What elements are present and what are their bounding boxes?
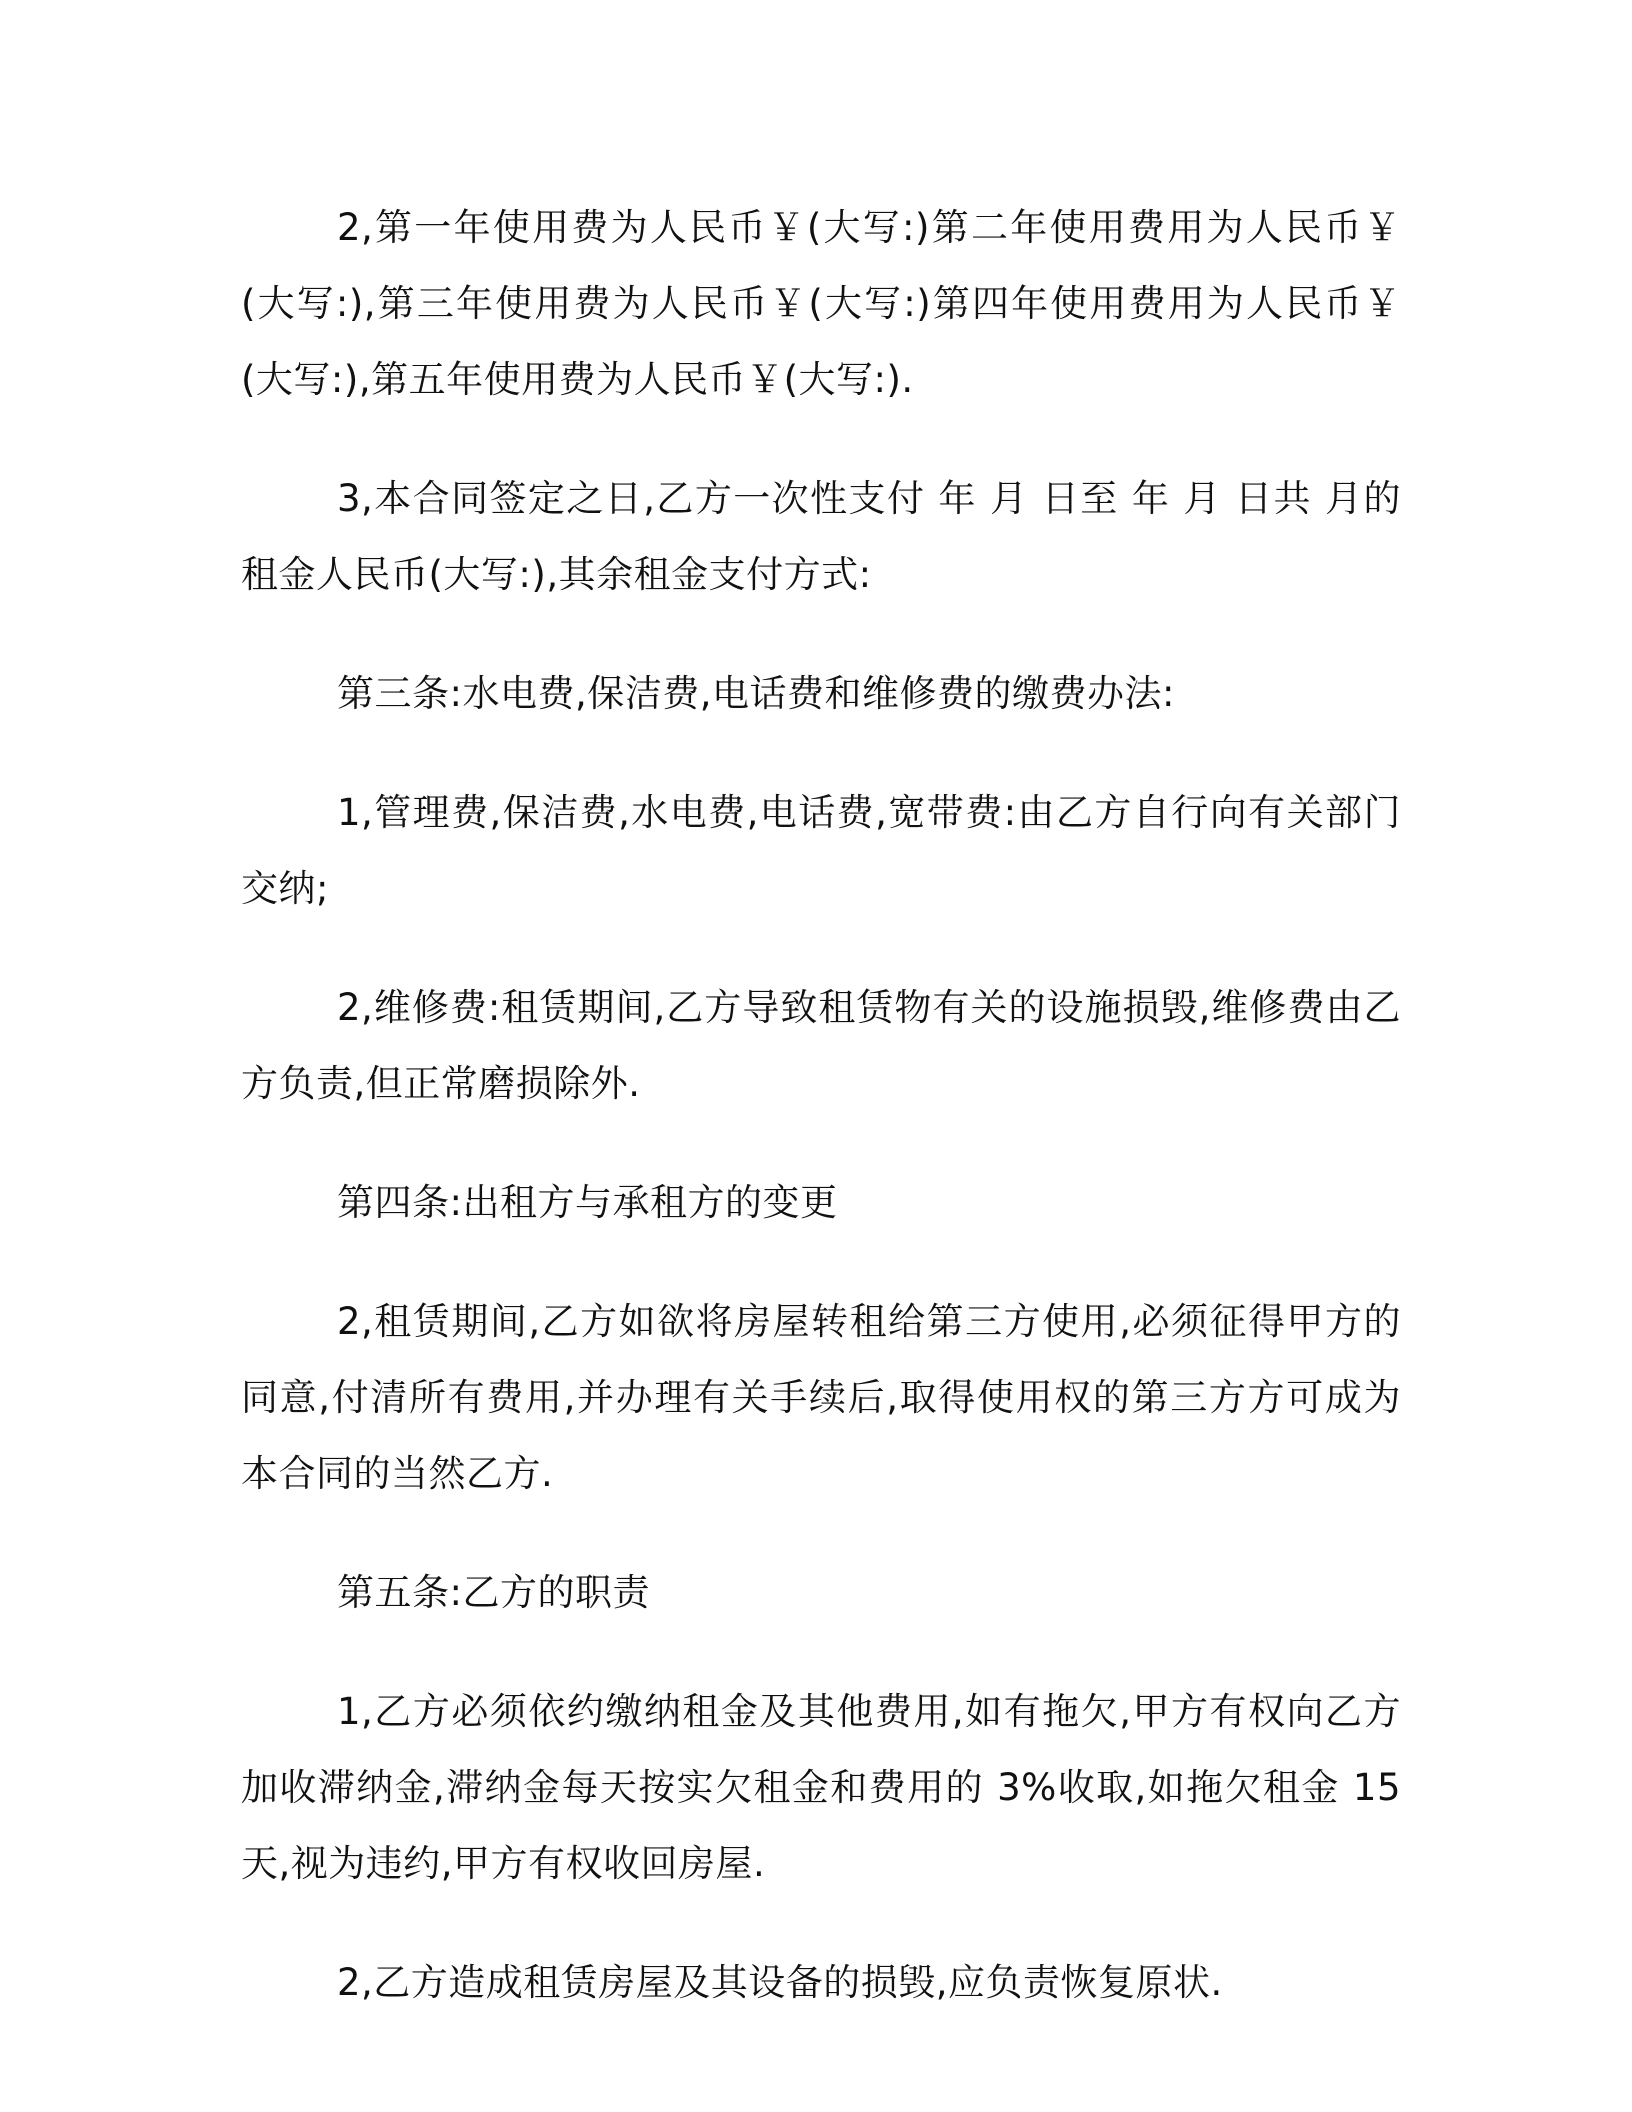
- clause-paragraph: 2,租赁期间,乙方如欲将房屋转租给第三方使用,必须征得甲方的同意,付清所有费用,并办理有关手续后,取得使用权的第三方方可成为本合同的当然乙方.: [241, 1300, 1401, 1495]
- contract-body: [241, 190, 1401, 2064]
- article-heading: 第三条:水电费,保洁费,电话费和维修费的缴费办法:: [337, 672, 1175, 715]
- article-heading: 第四条:出租方与承租方的变更: [337, 1181, 838, 1224]
- clause-paragraph: 2,第一年使用费为人民币￥(大写:)第二年使用费用为人民币￥(大写:),第三年使用费为人民币￥(大写:)第四年使用费用为人民币￥(大写:),第五年使用费为人民币￥(大写:).: [241, 206, 1401, 401]
- clause-paragraph: 2,维修费:租赁期间,乙方导致租赁物有关的设施损毁,维修费由乙方负责,但正常磨损除外.: [241, 986, 1401, 1105]
- clause-paragraph: 3,本合同签定之日,乙方一次性支付 年 月 日至 年 月 日共 月的租金人民币(大写:),其余租金支付方式:: [241, 477, 1401, 596]
- clause-paragraph: 1,管理费,保洁费,水电费,电话费,宽带费:由乙方自行向有关部门交纳;: [241, 791, 1401, 910]
- article-heading: 第五条:乙方的职责: [337, 1571, 650, 1614]
- clause-paragraph: 1,乙方必须依约缴纳租金及其他费用,如有拖欠,甲方有权向乙方加收滞纳金,滞纳金每天按实欠租金和费用的 3%收取,如拖欠租金 15天,视为违约,甲方有权收回房屋.: [241, 1690, 1401, 1885]
- clause-paragraph: 2,乙方造成租赁房屋及其设备的损毁,应负责恢复原状.: [337, 1961, 1223, 2004]
